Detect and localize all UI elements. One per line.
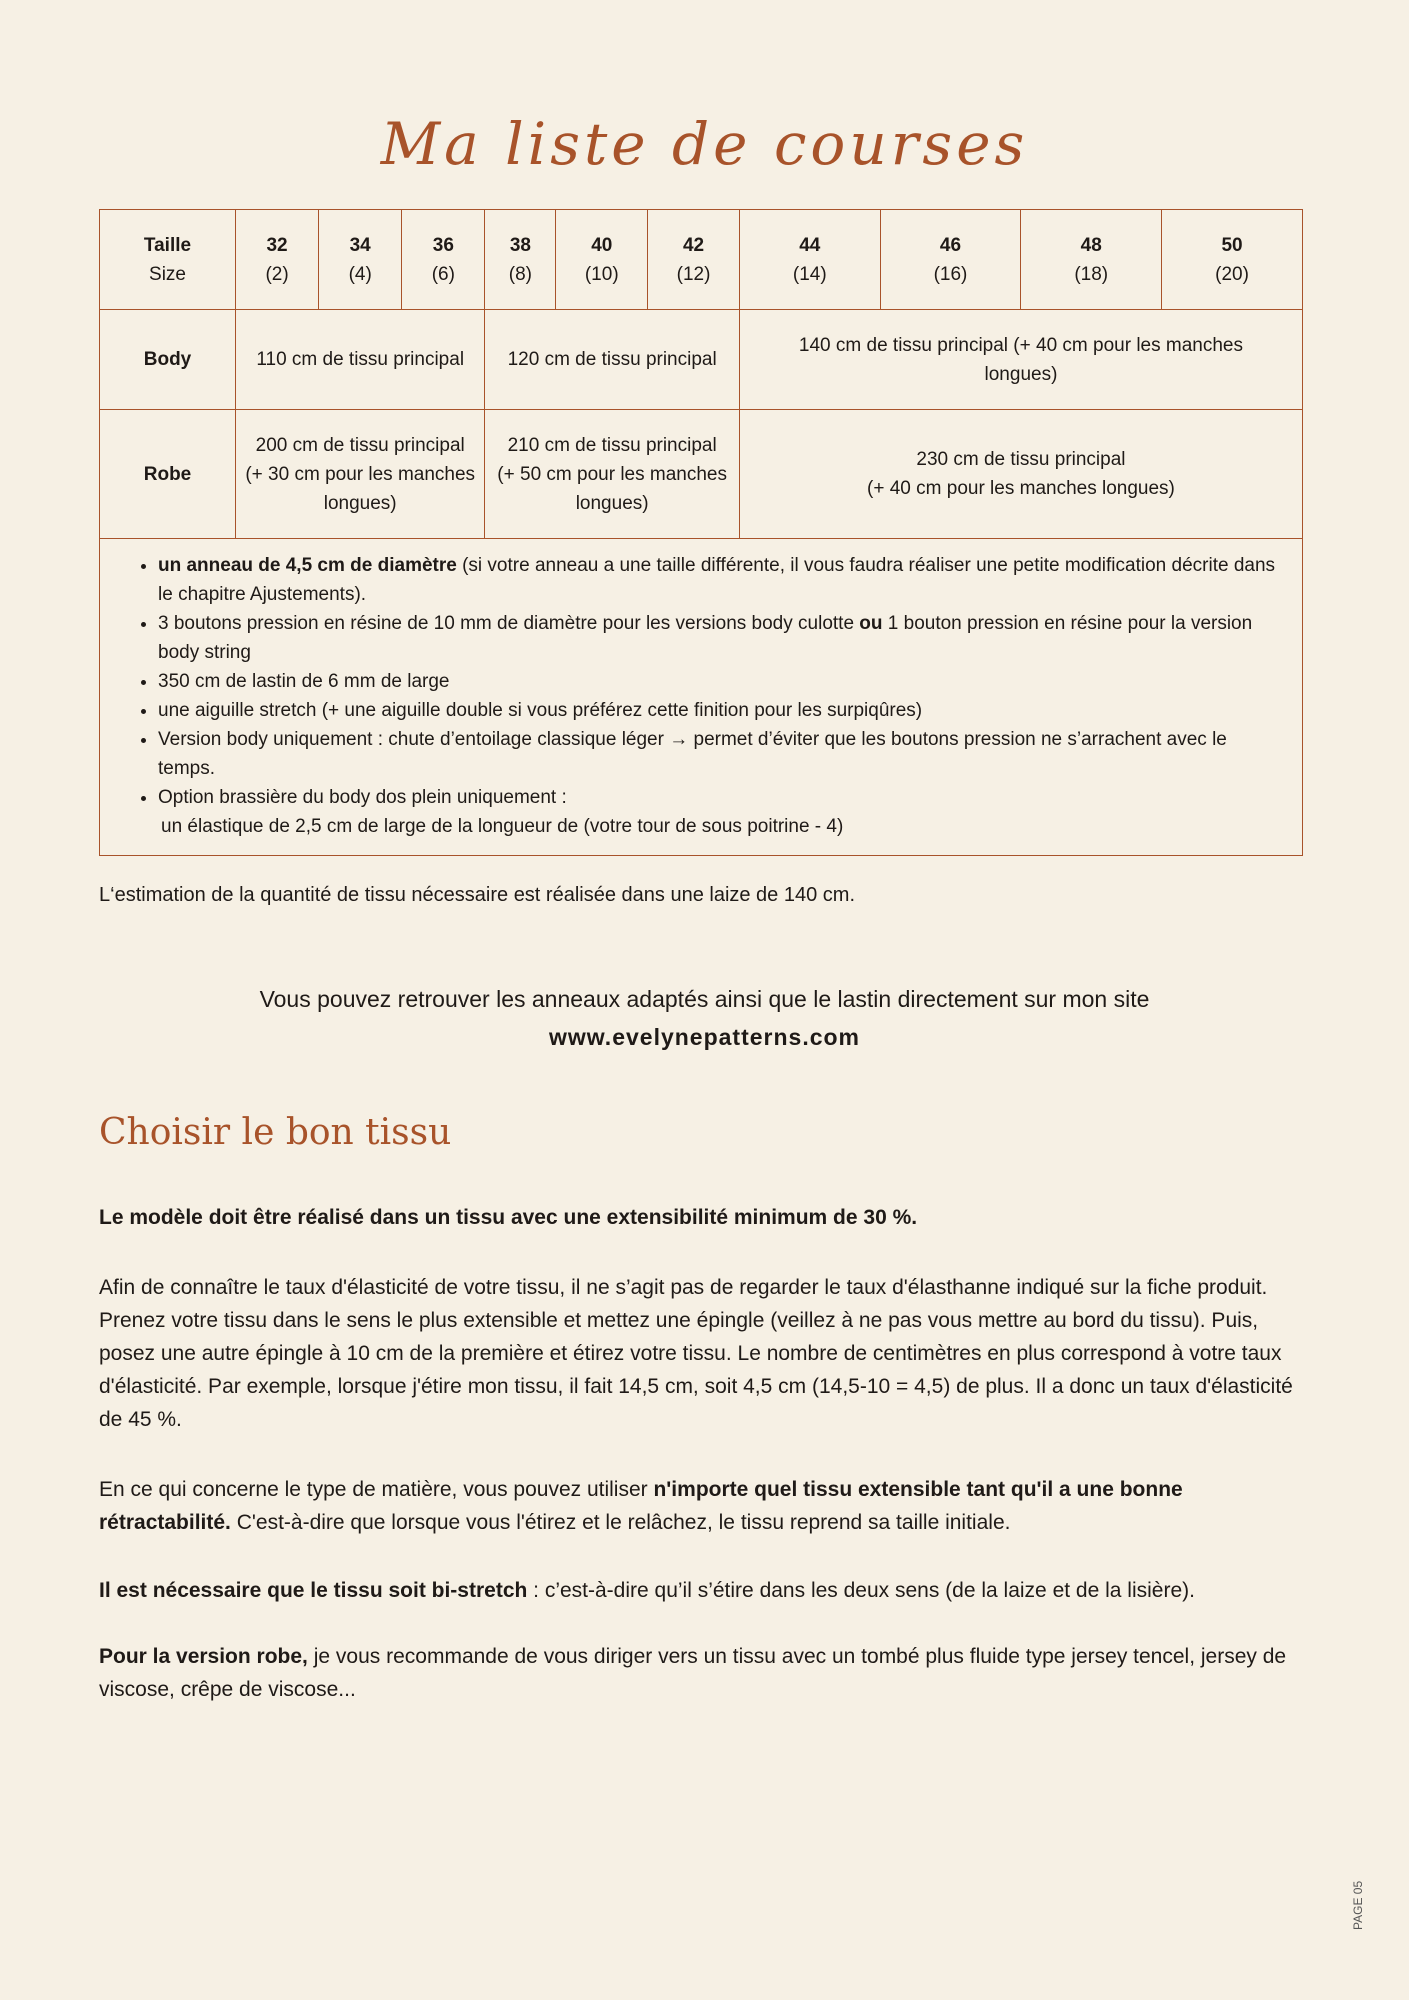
table-row-robe <box>100 410 1303 539</box>
robe-line: (+ 50 cm pour les manches <box>497 463 727 485</box>
robe-line: 200 cm de tissu principal <box>255 434 465 456</box>
supply-snaps-bold: ou <box>859 613 883 634</box>
section-title: Choisir le bon tissu <box>99 1112 452 1153</box>
size-us: (4) <box>348 263 372 285</box>
material-bold: n'importe quel tissu extensible tant qu'il a une bonne rétractabilité. <box>99 1478 1183 1534</box>
size-us: (12) <box>676 263 711 285</box>
size-fr: 44 <box>799 234 821 256</box>
size-cell <box>319 210 402 310</box>
robe-fabric-small <box>236 410 485 539</box>
list-item: • 350 cm de lastin de 6 mm de large <box>158 667 1282 696</box>
size-us: (6) <box>431 263 455 285</box>
size-cell <box>1162 210 1303 310</box>
material-text-2: C'est-à-dire que lorsque vous l'étirez et le relâchez, le tissu reprend sa taille initiale. <box>230 1511 1011 1534</box>
size-cell <box>880 210 1021 310</box>
supply-snaps-text: 3 boutons pression en résine de 10 mm de diamètre pour les versions body culotte <box>158 613 860 634</box>
table-row-supplies <box>100 539 1303 856</box>
size-fr: 32 <box>266 234 288 256</box>
bistretch-text: : c’est-à-dire qu’il s’étire dans les deux sens (de la laize et de la lisière). <box>527 1579 1195 1602</box>
table-row-body <box>100 310 1303 410</box>
size-us: (18) <box>1074 263 1109 285</box>
material-text: En ce qui concerne le type de matière, vous pouvez utiliser <box>99 1478 654 1501</box>
supplies-list-cell <box>100 539 1303 856</box>
supplies-list <box>130 551 1282 841</box>
size-us: (2) <box>265 263 289 285</box>
site-url[interactable]: www.evelynepatterns.com <box>548 1024 861 1050</box>
body-fabric-medium: 120 cm de tissu principal <box>485 310 740 410</box>
size-fr: 36 <box>432 234 454 256</box>
site-block <box>0 980 1409 1056</box>
list-item <box>158 551 1282 609</box>
bistretch-paragraph <box>99 1574 1305 1607</box>
body-fabric-small: 110 cm de tissu principal <box>236 310 485 410</box>
robe-fabric-medium <box>485 410 740 539</box>
size-cell <box>402 210 485 310</box>
fabric-requirements-table <box>99 209 1303 856</box>
row-label-robe: Robe <box>100 410 236 539</box>
robe-line: (+ 40 cm pour les manches longues) <box>867 478 1175 499</box>
list-item: • Version body uniquement : chute d’entoilage classique léger → permet d’éviter que les boutons pression ne s’arrachent avec le temps. <box>158 725 1282 783</box>
size-us: (20) <box>1215 263 1249 285</box>
bistretch-bold: Il est nécessaire que le tissu soit bi-stretch <box>99 1579 528 1602</box>
size-header-sublabel: Size <box>149 263 186 285</box>
site-text: Vous pouvez retrouver les anneaux adaptés ainsi que le lastin directement sur mon site <box>259 986 1150 1012</box>
size-fr: 48 <box>1080 234 1102 256</box>
elasticity-paragraph: Afin de connaître le taux d'élasticité de votre tissu, il ne s’agit pas de regarder le taux d'élasthanne indiqué sur la fiche produit. Prenez votre tissu dans le sens le plus extensible et mettez une épingle (veillez à ne pas vous mettre au bord du tissu). Puis, posez une autre épingle à 10 cm de la première et étirez votre tissu. Le nombre de centimètres en plus correspond à votre taux d'élasticité. Par exemple, lorsque j'étire mon tissu, il fait 14,5 cm, soit 4,5 cm (14,5-10 = 4,5) de plus. Il a donc un taux d'élasticité de 45 %. <box>99 1276 1293 1431</box>
list-item <box>158 783 1282 841</box>
supply-snaps-text-2: 1 bouton pression en résine pour la version body string <box>158 613 1253 663</box>
robe-line: (+ 30 cm pour les manches <box>245 463 476 485</box>
size-cell <box>485 210 556 310</box>
size-us: (8) <box>508 263 533 285</box>
robe-bold: Pour la version robe, <box>99 1645 308 1668</box>
material-paragraph <box>99 1473 1305 1539</box>
robe-paragraph <box>99 1640 1305 1706</box>
robe-line: 230 cm de tissu principal <box>916 449 1126 470</box>
robe-fabric-large <box>739 410 1302 539</box>
size-fr: 46 <box>939 234 962 256</box>
size-cell <box>556 210 648 310</box>
table-row-sizes <box>100 210 1303 310</box>
size-fr: 42 <box>682 234 705 256</box>
supply-ring-bold: un anneau de 4,5 cm de diamètre <box>158 555 457 576</box>
stretch-requirement: Le modèle doit être réalisé dans un tissu avec une extensibilité minimum de 30 %. <box>99 1206 918 1229</box>
robe-line: longues) <box>575 492 649 514</box>
list-item <box>158 609 1282 667</box>
size-header-label: Taille <box>143 234 192 256</box>
page-title: Ma liste de courses <box>380 110 1029 178</box>
fabric-width-note: L‘estimation de la quantité de tissu nécessaire est réalisée dans une laize de 140 cm. <box>99 884 856 906</box>
size-fr: 50 <box>1221 234 1243 256</box>
robe-line: 210 cm de tissu principal <box>507 434 717 456</box>
size-us: (10) <box>584 263 619 285</box>
list-item: • une aiguille stretch (+ une aiguille double si vous préférez cette finition pour les surpiqûres) <box>158 696 1282 725</box>
supply-option-line: un élastique de 2,5 cm de large de la longueur de (votre tour de sous poitrine - 4) <box>161 816 844 837</box>
page-number: PAGE 05 <box>1351 1880 1365 1930</box>
robe-line: longues) <box>323 492 397 514</box>
size-cell <box>739 210 880 310</box>
row-label-body: Body <box>100 310 236 410</box>
size-cell <box>1021 210 1162 310</box>
size-fr: 38 <box>509 234 531 256</box>
supply-ring-text: (si votre anneau a une taille différente, il vous faudra réaliser une petite modification décrite dans le chapitre Ajustements). <box>158 555 1276 605</box>
size-header-cell <box>100 210 236 310</box>
size-cell <box>236 210 319 310</box>
size-us: (16) <box>933 263 968 285</box>
body-fabric-large: 140 cm de tissu principal (+ 40 cm pour les manches longues) <box>739 310 1302 410</box>
size-us: (14) <box>792 263 827 285</box>
size-fr: 34 <box>349 234 371 256</box>
robe-text: je vous recommande de vous diriger vers un tissu avec un tombé plus fluide type jersey tencel, jersey de viscose, crêpe de viscose... <box>99 1645 1287 1701</box>
size-fr: 40 <box>591 234 613 256</box>
size-cell <box>648 210 740 310</box>
supply-option-line: • Option brassière du body dos plein uniquement : <box>158 787 567 808</box>
